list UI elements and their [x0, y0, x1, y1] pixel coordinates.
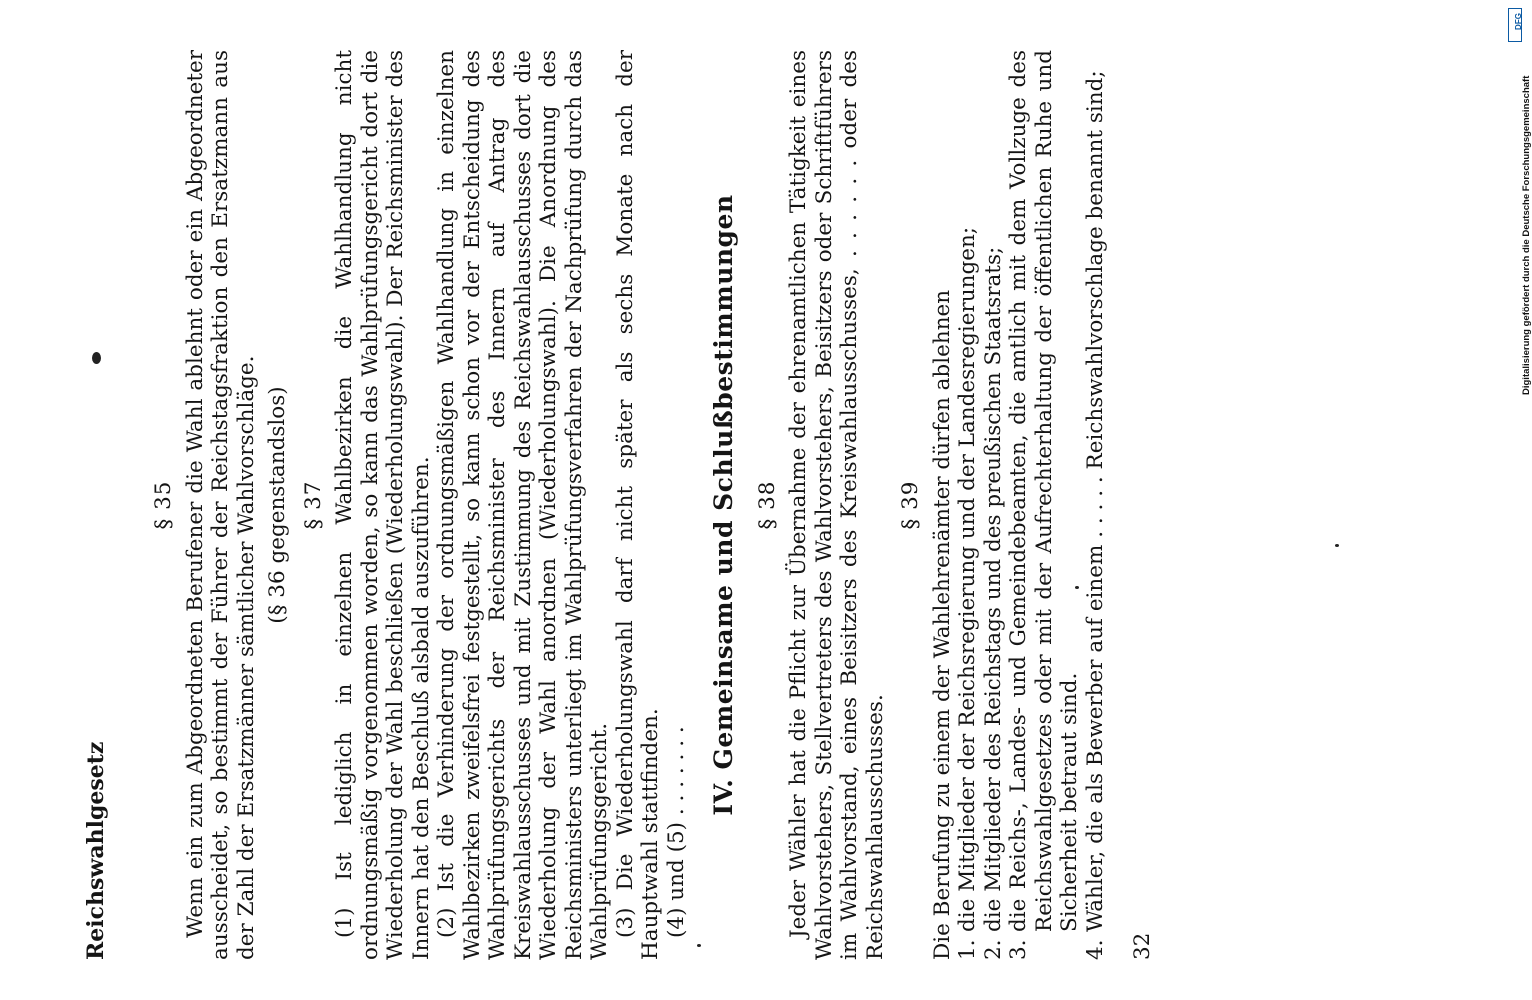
section-35-text: Wenn ein zum Abgeordneten Berufener die Wahl ablehnt oder ein Abgeordneter ausscheidet, so bestimmt der Führer der Reichstagsfraktion den Ersatzmann aus der Zahl der Ersatzmänner sämtlicher Wahlvorschläge.	[182, 50, 259, 960]
section-38-heading: § 38	[754, 480, 780, 530]
document-page	[85, 20, 1375, 1000]
section-36-note: (§ 36 gegenstandslos)	[265, 386, 290, 624]
section-35-heading: § 35	[151, 480, 176, 530]
list-item-text: Wähler, die als Bewerber auf einem . . . . . Reichswahlvorschlage benannt sind;	[1082, 70, 1108, 932]
section-37-paragraph-2: (2) Ist die Verhinderung der ordnungsmäßigen Wahlhandlung in einzelnen Wahlbezirken zweifelsfrei festgestellt, so kann schon vor der Entscheidung des Wahlprüfungsgerichts der Reichsminister des Innern auf Antrag des Kreiswahlausschusses und mit Zustimmung des Reichswahlausschusses dort die Wiederholung der Wahl anordnen (Wiederholungswahl). Die Anordnung des Reichsministers unterliegt im Wahlprüfungsverfahren der Nachprüfung durch das Wahlprüfungsgericht.	[434, 50, 612, 960]
list-item	[1083, 50, 1109, 960]
list-item-number: 4.	[1082, 939, 1108, 960]
section-37-paragraph-3: (3) Die Wiederholungswahl darf nicht später als sechs Monate nach der Hauptwahl stattfinden.	[612, 50, 663, 960]
section-39-heading: § 39	[898, 480, 923, 530]
digitization-credit-strip	[1505, 0, 1532, 1000]
scan-speck	[92, 352, 101, 364]
chapter-title: IV. Gemeinsame und Schlußbestimmungen	[709, 194, 738, 816]
list-item	[955, 50, 981, 960]
dfg-logo	[1508, 8, 1522, 42]
list-item-number: 2.	[980, 939, 1006, 960]
dfg-logo-text: DFG	[1513, 13, 1523, 30]
list-item-text: die Reichs-, Landes- und Gemeindebeamten, die amtlich mit dem Vollzuge des Reichswahlgesetzes oder mit der Aufrechterhaltung der öffentlichen Ruhe und Sicherheit betraut sind.	[1006, 50, 1082, 932]
page-number: 32	[1130, 932, 1155, 960]
list-item-number: 1.	[955, 939, 980, 960]
scan-speck	[1335, 544, 1339, 547]
list-item-text: die Mitglieder des Reichstags und des preußischen Staatsrats;	[980, 246, 1006, 932]
scan-speck	[697, 944, 701, 947]
digitization-credit: Digitalisierung gefördert durch die Deutsche Forschungsgemeinschaft	[1521, 75, 1532, 395]
section-37-heading: § 37	[300, 480, 326, 530]
section-39-intro: Die Berufung zu einem der Wahlehrenämter dürfen ablehnen	[929, 289, 955, 960]
section-38-text: Jeder Wähler hat die Pflicht zur Übernahme der ehrenamtlichen Tätigkeit eines Wahlvorstehers, Stellvertreters des Wahlvorstehers, Beisitzers oder Schriftführers im Wahlvorstand, eines Beisitzers des Kreiswahlausschusses, . . . . . . oder des Reichswahlausschusses.	[786, 50, 888, 960]
scan-speck	[1075, 586, 1079, 589]
list-item-text: die Mitglieder der Reichsregierung und der Landesregierungen;	[955, 226, 980, 932]
section-37-paragraph-1: (1) Ist lediglich in einzelnen Wahlbezirken die Wahlhandlung nicht ordnungsmäßig vorgenommen worden, so kann das Wahlprüfungsgericht dort die Wiederholung der Wahl beschließen (Wiederholungswahl). Der Reichsminister des Innern hat den Beschluß alsbald auszuführen.	[332, 50, 434, 960]
running-header: Reichswahlgesetz	[83, 741, 109, 960]
list-item	[981, 50, 1007, 960]
list-item-number: 3.	[1006, 939, 1031, 960]
list-item	[1006, 50, 1083, 960]
exemption-list	[955, 50, 1108, 960]
section-37-paragraph-4: (4) und (5) . . . . . . .	[663, 726, 689, 938]
